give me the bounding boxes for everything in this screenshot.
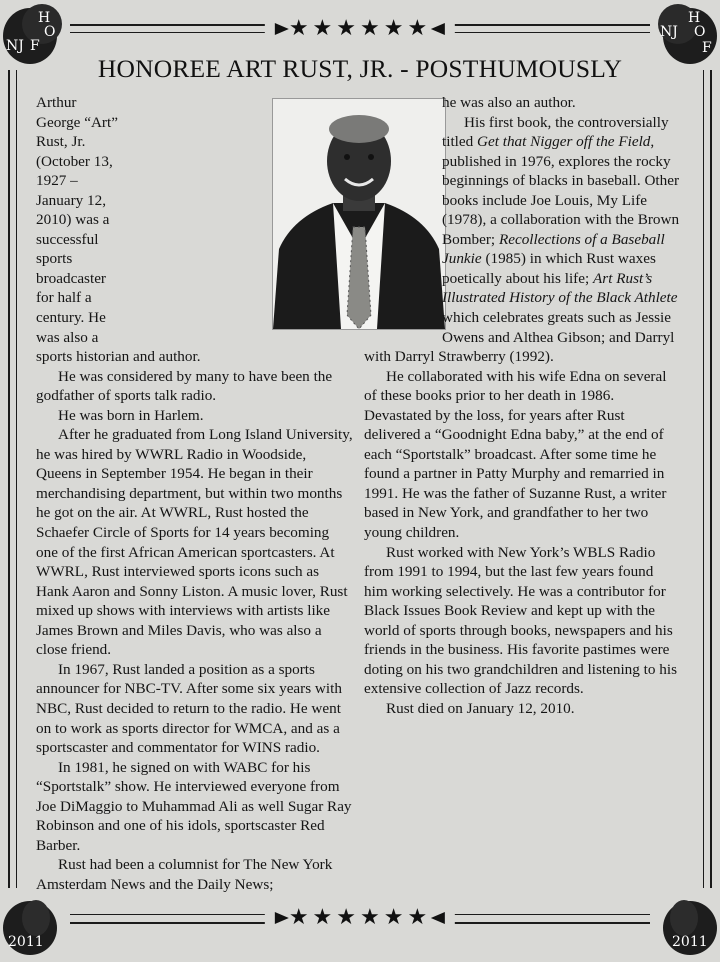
svg-text:F: F xyxy=(30,38,40,54)
book-title: Get that Nigger off the Field xyxy=(477,133,651,151)
article-left-column xyxy=(36,93,354,894)
paragraph: He was considered by many to have been the godfather of sports talk radio. xyxy=(36,367,333,405)
paragraph: He was born in Harlem. xyxy=(58,406,204,424)
stars-text: ★★★★★★ xyxy=(288,905,432,930)
svg-text:NJ: NJ xyxy=(6,38,24,54)
paragraph: he was also an author. xyxy=(442,94,576,111)
svg-text:H: H xyxy=(38,10,51,26)
svg-text:2011: 2011 xyxy=(8,934,44,950)
paragraph: After he graduated from Long Island University, he was hired by WWRL Radio in Woodside, Queens in September 1954. He began in their merchandising department, but within two months he got on the air. At WWRL, Rust hosted the Schaefer Circle of Sports for 14 years becoming one of the first African American sportcasters. At WWRL, Rust interviewed sports icons such as Hank Aaron and Sonny Liston. A music lover, Rust mixed up shows with interviews with artists like James Brown and Miles Davis, who was also a close friend. xyxy=(36,426,353,659)
svg-text:O: O xyxy=(694,24,706,40)
svg-text:O: O xyxy=(44,24,56,40)
photo-wrap-space xyxy=(352,93,442,331)
star-ornament-top xyxy=(265,16,455,42)
star-ornament-bottom xyxy=(265,905,455,931)
text-run: His first book, the controversially titled xyxy=(442,113,669,151)
page-title: HONOREE ART RUST, JR. - POSTHUMOUSLY xyxy=(97,54,623,83)
arrow-left-icon xyxy=(431,912,445,924)
paragraph: Rust worked with New York’s WBLS Radio from 1991 to 1994, but the last few years found him working selectively. He was a contributor for Black Issues Book Review and kept up with the world of sports through books, newspapers and his friends in the business. His favorite pastimes were doting on his two grandchildren and listening to his extensive collection of Jazz records. xyxy=(364,543,677,698)
book-title: Recollections of a Baseball Junkie xyxy=(442,230,665,268)
boxing-glove-logo-bottom-right xyxy=(650,888,720,958)
paragraph: Rust had been a columnist for The New York Amsterdam News and the Daily News; xyxy=(36,856,333,893)
svg-text:NJ: NJ xyxy=(660,24,678,40)
text-run: (1985) in which Rust waxes poetically about his life; xyxy=(442,250,656,287)
svg-text:2011: 2011 xyxy=(672,934,708,950)
paragraph: In 1981, he signed on with WABC for his “Sportstalk” show. He interviewed everyone from Joe DiMaggio to Muhammad Ali as well Sugar Ray Robinson and one of his idols, sportscaster Red Barber. xyxy=(36,758,352,854)
paragraph: Rust died on January 12, 2010. xyxy=(386,699,575,717)
paragraph: He collaborated with his wife Edna on several of these books prior to her death in 1986. Devastated by the loss, for years after Rust delivered a “Goodnight Edna baby,” at the end of each “Sportstalk” broadcast. After some time he found a partner in Patty Murphy and remarried in 1991. He was the father of Suzanne Rust, a writer based in New York, and grandfather to her two young children. xyxy=(364,367,667,542)
frame-left-inner xyxy=(16,70,17,888)
article-right-column xyxy=(364,93,680,719)
frame-left-outer xyxy=(8,70,10,888)
frame-right-inner xyxy=(703,70,704,888)
boxing-glove-logo-bottom-left xyxy=(0,888,70,958)
text-run: , published in 1976, explores the rocky beginnings of blacks in baseball. Other books include Joe Louis, My Life (1978), a collaboration with the Brown Bomber; xyxy=(442,133,680,248)
text-run: which celebrates greats such as Jessie Owens and Althea Gibson; and Darryl with Darryl Strawberry (1992). xyxy=(364,309,675,366)
svg-text:F: F xyxy=(702,40,712,56)
arrow-right-icon xyxy=(275,912,289,924)
stars-text: ★★★★★★ xyxy=(288,16,432,41)
photo-wrap-space xyxy=(118,93,354,331)
frame-right-outer xyxy=(710,70,712,888)
paragraph: In 1967, Rust landed a position as a sports announcer for NBC-TV. After some six years with NBC, Rust decided to return to the radio. He went on to work as sports director for WMCA, and as a sportscaster and commentator for WINS radio. xyxy=(36,660,342,757)
arrow-left-icon xyxy=(431,23,445,35)
paragraph: Arthur George “Art” Rust, Jr. (October 13, 1927 – January 12, 2010) was a successful sports broadcaster for half a century. He was also a sports historian and author. xyxy=(36,94,201,366)
svg-text:H: H xyxy=(688,10,701,26)
book-title: Art Rust’s Illustrated History of the Black Athlete xyxy=(442,269,678,307)
arrow-right-icon xyxy=(275,23,289,35)
